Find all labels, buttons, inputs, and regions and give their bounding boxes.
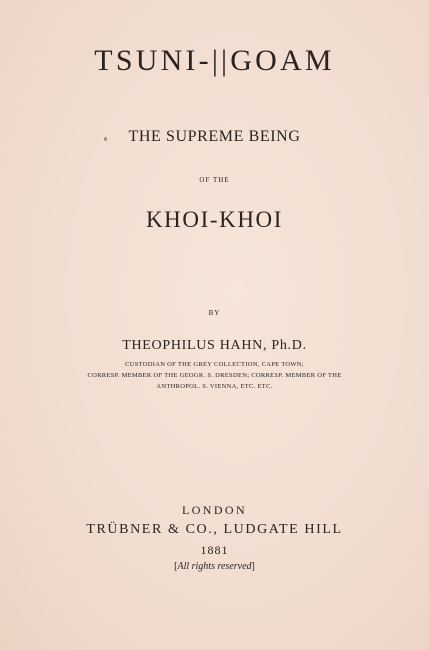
bracket-open: [: [174, 561, 178, 572]
author-name: THEOPHILUS HAHN, Ph.D.: [122, 338, 307, 353]
imprint-year: 1881: [200, 543, 229, 557]
author-credential: CORRESP. MEMBER OF THE GEOGR. S. DRESDEN; CORRESP. MEMBER OF THE: [87, 372, 342, 379]
people-name: KHOI-KHOI: [145, 207, 284, 232]
bracket-close: ]: [251, 561, 255, 572]
author-credential: ANTHROPOL. S. VIENNA, ETC. ETC.: [156, 383, 273, 390]
by-line: BY: [208, 309, 221, 317]
imprint-publisher: TRÜBNER & CO., LUDGATE HILL: [86, 522, 343, 537]
subtitle-connector: OF THE: [199, 176, 230, 184]
rights-text: All rights reserved: [177, 561, 252, 572]
book-subtitle: THE SUPREME BEING: [128, 128, 301, 145]
author-credential: CUSTODIAN OF THE GREY COLLECTION, CAPE TOWN;: [125, 361, 304, 368]
rights-notice: [0, 561, 429, 572]
imprint-city: LONDON: [181, 503, 248, 517]
book-title: TSUNI-||GOAM: [94, 44, 335, 77]
